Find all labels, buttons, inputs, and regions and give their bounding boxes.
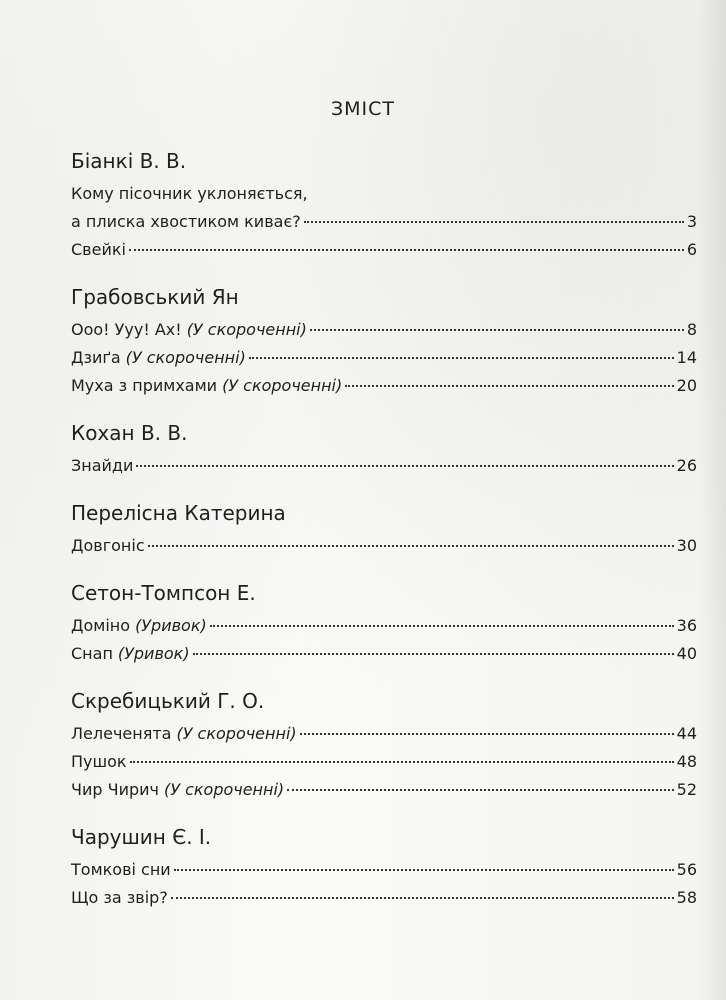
page-number: 40 <box>676 644 697 663</box>
dot-leader <box>193 653 674 655</box>
dot-leader <box>310 329 684 331</box>
toc-entry-title: Доміно <box>71 616 131 635</box>
page-title: ЗМІСТ <box>330 98 396 120</box>
dot-leader <box>129 249 684 251</box>
toc-entry[interactable] <box>71 452 697 480</box>
dot-leader <box>304 221 684 223</box>
toc-entry-title: Ооо! Ууу! Ах! <box>71 320 182 339</box>
author-name: Кохан В. В. <box>71 421 188 445</box>
table-of-contents <box>71 148 697 912</box>
toc-section-bianki <box>71 148 697 264</box>
toc-entry[interactable] <box>71 344 697 372</box>
page-number: 20 <box>676 376 697 395</box>
page-number: 6 <box>686 240 697 259</box>
toc-entry-title: Лелеченята <box>71 724 172 743</box>
toc-section-skrebytskyi <box>71 688 697 804</box>
dot-leader <box>345 385 673 387</box>
toc-entry-title: Що за звір? <box>71 888 168 907</box>
toc-entry-title: Томкові сни <box>71 860 171 879</box>
toc-entry[interactable] <box>71 316 697 344</box>
toc-entry-title: Муха з примхами <box>71 376 218 395</box>
toc-entry-title: Довгоніс <box>71 536 145 555</box>
toc-entry-note: (У скороченні) <box>222 376 343 395</box>
author-name: Чарушин Є. І. <box>71 825 212 849</box>
toc-entry-note: (У скороченні) <box>125 348 246 367</box>
page-number: 48 <box>676 752 697 771</box>
toc-section-hrabovskyi <box>71 284 697 400</box>
dot-leader <box>148 545 674 547</box>
dot-leader <box>210 625 674 627</box>
toc-entry[interactable] <box>71 236 697 264</box>
dot-leader <box>249 357 674 359</box>
toc-entry-title: Знайди <box>71 456 134 475</box>
toc-entry[interactable] <box>71 884 697 912</box>
toc-entry[interactable] <box>71 776 697 804</box>
toc-entry[interactable] <box>71 856 697 884</box>
toc-entry[interactable] <box>71 532 697 560</box>
toc-entry[interactable] <box>71 372 697 400</box>
page-number: 3 <box>686 212 697 231</box>
toc-entry[interactable] <box>71 208 697 236</box>
toc-entry-title: Пушок <box>71 752 127 771</box>
dot-leader <box>174 869 674 871</box>
dot-leader <box>130 761 674 763</box>
page-number: 52 <box>676 780 697 799</box>
author-name: Сетон-Томпсон Е. <box>71 581 256 605</box>
toc-entry[interactable] <box>71 640 697 668</box>
page-number: 36 <box>676 616 697 635</box>
toc-entry-title: Снап <box>71 644 113 663</box>
toc-entry-title: Свейкі <box>71 240 126 259</box>
dot-leader <box>136 465 673 467</box>
toc-entry[interactable] <box>71 720 697 748</box>
dot-leader <box>171 897 674 899</box>
toc-entry-note: (У скороченні) <box>186 320 307 339</box>
dot-leader <box>300 733 674 735</box>
author-name: Грабовський Ян <box>71 285 239 309</box>
page-number: 26 <box>676 456 697 475</box>
toc-entry-title-line: Кому пісочник уклоняється, <box>71 184 308 203</box>
toc-section-charushyn <box>71 824 697 912</box>
page-number: 56 <box>676 860 697 879</box>
toc-entry-title: Чир Чирич <box>71 780 159 799</box>
toc-entry-title: а плиска хвостиком киває? <box>71 212 301 231</box>
toc-section-seton-thompson <box>71 580 697 668</box>
toc-section-perelisna <box>71 500 697 560</box>
page-number: 58 <box>676 888 697 907</box>
toc-entry-note: (У скороченні) <box>163 780 285 799</box>
page-edge-shadow <box>698 0 726 1000</box>
author-name: Перелісна Катерина <box>71 501 286 525</box>
page-number: 44 <box>676 724 697 743</box>
toc-entry-title: Дзиґа <box>71 348 121 367</box>
toc-entry[interactable] <box>71 612 697 640</box>
page-number: 8 <box>686 320 697 339</box>
toc-entry-note: (Уривок) <box>117 644 190 663</box>
toc-entry-note: (Уривок) <box>135 616 207 635</box>
page-number: 30 <box>676 536 697 555</box>
toc-section-kokhan <box>71 420 697 480</box>
author-name: Біанкі В. В. <box>71 149 187 173</box>
page-number: 14 <box>676 348 697 367</box>
author-name: Скребицький Г. О. <box>71 689 265 713</box>
toc-entry[interactable] <box>71 748 697 776</box>
toc-entry-note: (У скороченні) <box>176 724 297 743</box>
dot-leader <box>287 789 673 791</box>
